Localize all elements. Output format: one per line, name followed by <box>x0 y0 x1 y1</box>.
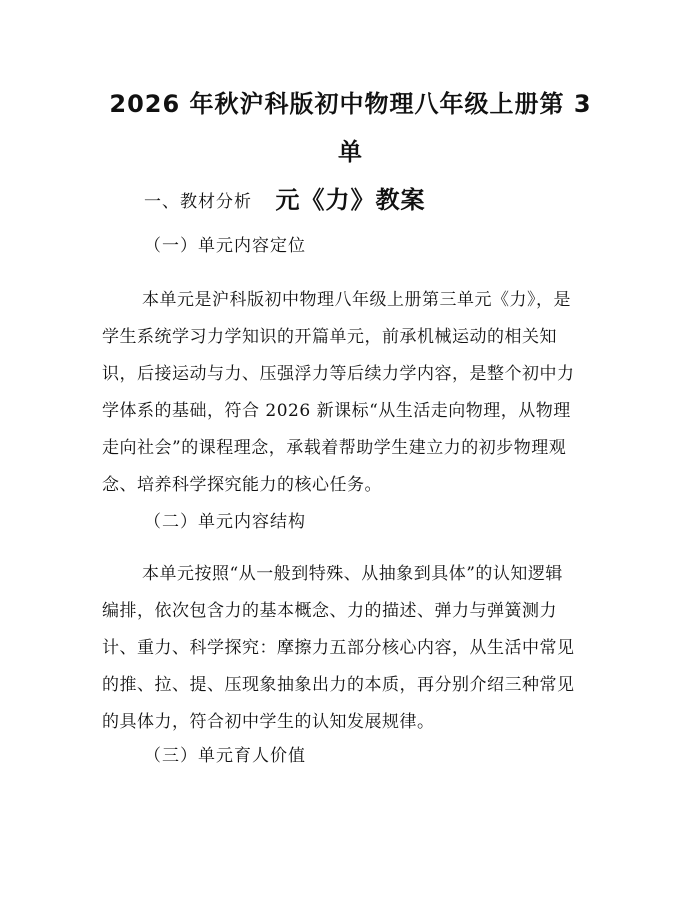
subsection-heading-content-positioning: （一）单元内容定位 <box>144 236 306 256</box>
paragraph-line: 的推、拉、提、压现象抽象出力的本质，再分别介绍三种常见 <box>102 675 575 695</box>
paragraph-line: 本单元按照“从一般到特殊、从抽象到具体”的认知逻辑 <box>142 564 563 584</box>
paragraph-line: 学生系统学习力学知识的开篇单元，前承机械运动的相关知 <box>102 327 557 347</box>
paragraph-line: 的具体力，符合初中学生的认知发展规律。 <box>102 712 435 732</box>
paragraph-line: 识，后接运动与力、压强浮力等后续力学内容，是整个初中力 <box>102 364 575 384</box>
title-line-2: 元《力》教案 <box>275 186 426 214</box>
subsection-heading-content-structure: （二）单元内容结构 <box>144 512 306 532</box>
paragraph-line: 编排，依次包含力的基本概念、力的描述、弹力与弹簧测力 <box>102 601 557 621</box>
paragraph-line: 计、重力、科学探究：摩擦力五部分核心内容，从生活中常见 <box>102 638 575 658</box>
paragraph-line: 学体系的基础，符合 2026 新课标“从生活走向物理，从物理 <box>102 401 571 421</box>
section-heading-textbook-analysis: 一、教材分析 <box>144 192 252 212</box>
paragraph-line: 本单元是沪科版初中物理八年级上册第三单元《力》，是 <box>142 290 571 310</box>
paragraph-line: 念、培养科学探究能力的核心任务。 <box>102 475 382 495</box>
paragraph-content-structure <box>102 556 602 741</box>
paragraph-content-positioning <box>102 282 602 504</box>
paragraph-line: 走向社会”的课程理念，承载着帮助学生建立力的初步物理观 <box>102 438 567 458</box>
subsection-heading-educational-value: （三）单元育人价值 <box>144 746 306 766</box>
title-line-1: 2026 年秋沪科版初中物理八年级上册第 3 单 <box>109 90 592 166</box>
